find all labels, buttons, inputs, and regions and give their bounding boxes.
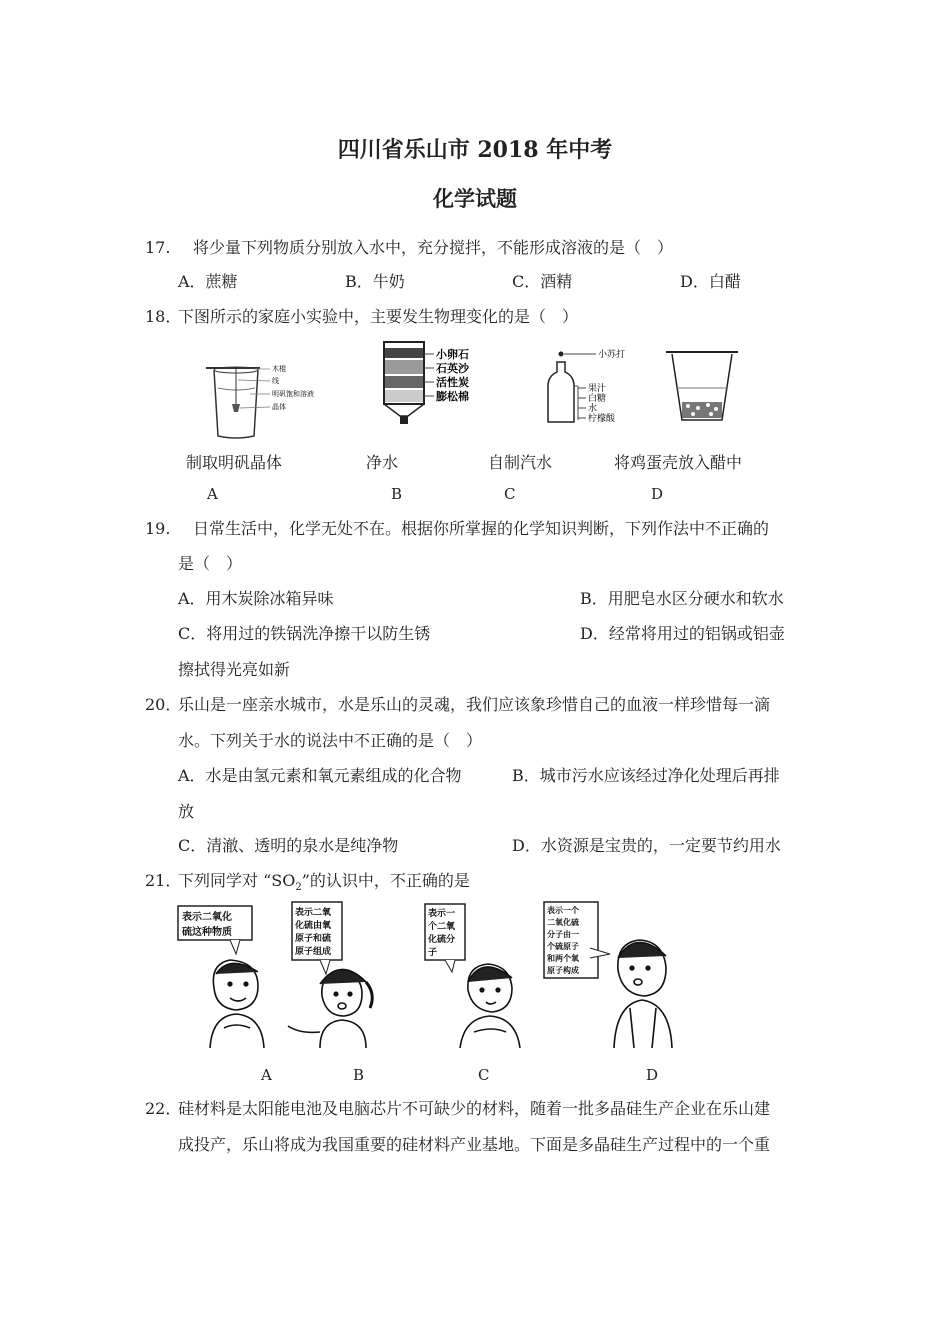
q22-number: 22． xyxy=(145,1099,182,1118)
fig-a-label-solution: 明矾饱和溶液 xyxy=(272,390,314,398)
q20-option-d: D．水资源是宝贵的，一定要节约用水 xyxy=(512,836,781,855)
fig-b-label-cotton: 膨松棉 xyxy=(436,390,469,403)
q20-stem-line1: 乐山是一座亲水城市，水是乐山的灵魂，我们应该象珍惜自己的血液一样珍惜每一滴 xyxy=(178,695,771,714)
document-subtitle: 化学试题 xyxy=(433,186,517,211)
q18-caption-a: 制取明矾晶体 xyxy=(186,453,283,472)
q18-letter-a: A xyxy=(207,485,218,503)
bubble-b-line1: 表示二氧 xyxy=(295,908,332,918)
fig-a-label-thread: 线 xyxy=(272,377,279,385)
bubble-b-line3: 原子和硫 xyxy=(295,934,332,944)
fig-a-label-crystal: 晶体 xyxy=(272,403,286,411)
q18-caption-b: 净水 xyxy=(366,453,399,472)
q18-number: 18． xyxy=(145,307,182,326)
q17-option-d: D．白醋 xyxy=(680,272,741,291)
student-d-illustration xyxy=(614,940,672,1048)
q21-letter-d: D xyxy=(646,1066,659,1084)
bubble-c-line4: 子 xyxy=(428,948,438,958)
q19-option-d-continued: 擦拭得光亮如新 xyxy=(178,660,291,679)
fig-c-label-citric: 柠檬酸 xyxy=(588,414,616,424)
bubble-c-line2: 个二氧 xyxy=(428,922,456,932)
bubble-d-line2: 二氧化硫 xyxy=(547,918,579,927)
student-a-illustration xyxy=(210,960,264,1048)
q18-letter-b: B xyxy=(391,485,403,503)
bubble-d-line5: 和两个氧 xyxy=(547,954,579,963)
q19-option-a: A．用木炭除冰箱异味 xyxy=(178,589,334,608)
q21-stem: 下列同学对 “$SO_2$”的认识中，不正确的是 xyxy=(178,871,470,894)
q17-option-a: A．蔗糖 xyxy=(178,272,238,291)
fig-b-label-carbon: 活性炭 xyxy=(436,376,469,389)
q22-stem-line2: 成投产，乐山将成为我国重要的硅材料产业基地。下面是多晶硅生产过程中的一个重 xyxy=(178,1135,771,1154)
q21-letter-c: C xyxy=(478,1066,490,1084)
q20-stem-line2: 水。下列关于水的说法中不正确的是（ ） xyxy=(178,731,483,750)
q18-caption-d: 将鸡蛋壳放入醋中 xyxy=(614,453,743,472)
fig-a-label-stick: 木棍 xyxy=(272,365,286,373)
q18-letter-d: D xyxy=(651,485,664,503)
q19-number: 19. xyxy=(145,519,171,538)
q20-option-b: B．城市污水应该经过净化处理后再排 xyxy=(512,766,780,785)
q21-letter-a: A xyxy=(261,1066,272,1084)
q21-number: 21． xyxy=(145,871,182,890)
q17-option-b: B．牛奶 xyxy=(345,272,405,291)
document-title: 四川省乐山市 2018 年中考 xyxy=(337,137,613,163)
bubble-c-line1: 表示一 xyxy=(428,909,456,919)
q19-option-b: B．用肥皂水区分硬水和软水 xyxy=(580,589,784,608)
student-b-illustration xyxy=(288,969,372,1048)
q21-letter-b: B xyxy=(353,1066,365,1084)
fig-c-label-juice: 果汁 xyxy=(588,384,607,394)
q19-stem-line2: 是（ ） xyxy=(178,554,243,573)
bubble-b-line2: 化硫由氧 xyxy=(295,921,332,931)
bubble-d-line3: 分子由一 xyxy=(547,930,579,939)
figure-so2-cartoon xyxy=(170,898,710,1053)
q19-stem-line1: 日常生活中，化学无处不在。根据你所掌握的化学知识判断，下列作法中不正确的 xyxy=(193,519,770,538)
q22-stem-line1: 硅材料是太阳能电池及电脑芯片不可缺少的材料，随着一批多晶硅生产企业在乐山建 xyxy=(178,1099,771,1118)
bubble-d-line6: 原子构成 xyxy=(547,966,579,975)
fig-b-label-pebbles: 小卵石 xyxy=(436,348,469,361)
q18-letter-c: C xyxy=(504,485,516,503)
q19-option-d: D．经常将用过的铝锅或铝壶 xyxy=(580,624,785,643)
q17-number: 17. xyxy=(145,238,171,257)
fig-c-label-sugar: 白糖 xyxy=(588,394,607,404)
figure-water-filter xyxy=(378,340,488,426)
fig-c-label-water: 水 xyxy=(588,404,598,414)
q17-option-c: C．酒精 xyxy=(512,272,573,291)
bubble-c-line3: 化硫分 xyxy=(428,935,456,945)
q19-option-c: C．将用过的铁锅洗净擦干以防生锈 xyxy=(178,624,431,643)
q17-stem: 将少量下列物质分别放入水中，充分搅拌，不能形成溶液的是（ ） xyxy=(193,238,674,257)
bubble-a-line2: 硫这种物质 xyxy=(182,927,232,938)
figure-alum-crystal xyxy=(204,360,326,442)
bubble-a-line1: 表示二氧化 xyxy=(182,912,232,923)
q20-option-c: C．清澈、透明的泉水是纯净物 xyxy=(178,836,399,855)
figure-eggshell-vinegar xyxy=(664,348,740,424)
q20-option-a: A．水是由氢元素和氧元素组成的化合物 xyxy=(178,766,462,785)
fig-b-label-sand: 石英沙 xyxy=(436,362,469,375)
bubble-d-line1: 表示一个 xyxy=(547,906,579,915)
q20-option-b-continued: 放 xyxy=(178,802,195,821)
figure-homemade-soda xyxy=(546,346,666,426)
bubble-b-line4: 原子组成 xyxy=(295,947,332,957)
q18-caption-c: 自制汽水 xyxy=(488,453,553,472)
q20-number: 20． xyxy=(145,695,182,714)
fig-c-label-soda: 小苏打 xyxy=(598,350,626,360)
bubble-d-line4: 个硫原子 xyxy=(547,942,579,951)
student-c-illustration xyxy=(460,964,520,1048)
q18-stem: 下图所示的家庭小实验中，主要发生物理变化的是（ ） xyxy=(178,307,579,326)
